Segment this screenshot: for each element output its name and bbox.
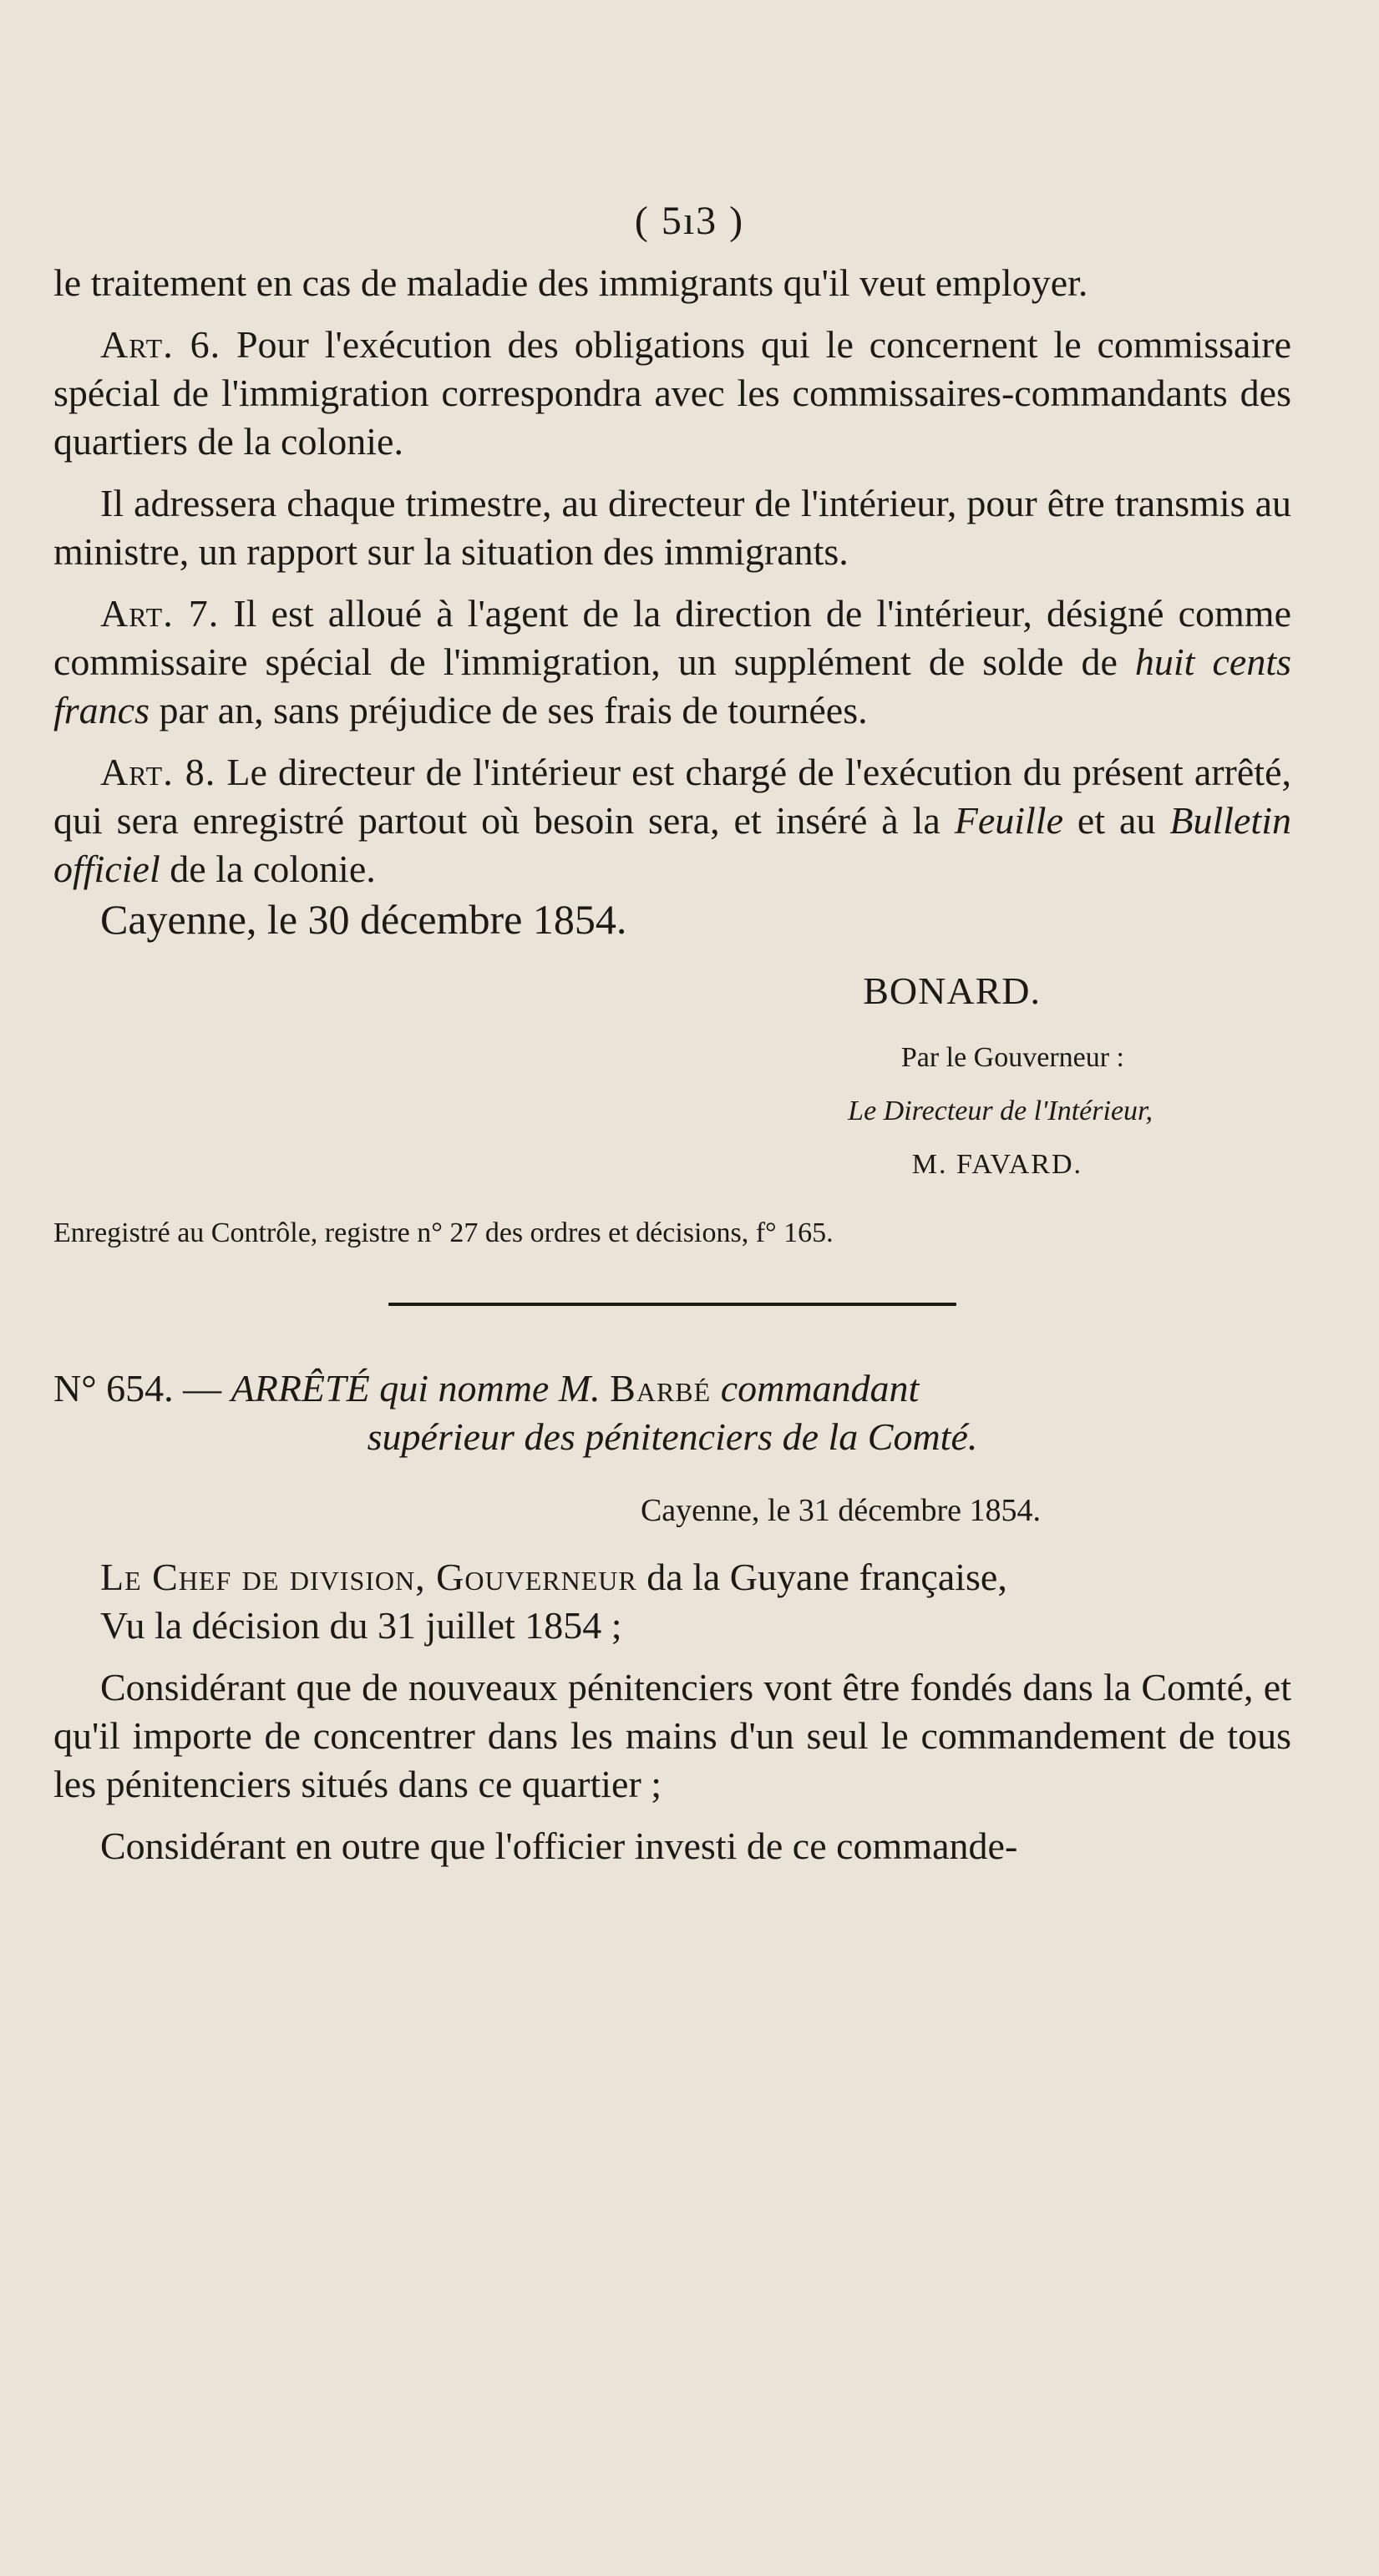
article-text: Le directeur de l'intérieur est chargé de l'exécution du présent arrêté, qui sera enregistré partout où besoin sera, et inséré à la (53, 751, 1291, 842)
article-text: Il est alloué à l'agent de la direction de l'intérieur, désigné comme commissaire spécial de l'immigration, un supplément de solde de (53, 592, 1291, 683)
decree-considerant-1: Considérant que de nouveaux pénitenciers vont être fondés dans la Comté, et qu'il importe de concentrer dans les mains d'un seul le commandement de tous les pénitenciers situés dans ce quartier ; (53, 1666, 1291, 1805)
decree-vu: Vu la décision du 31 juillet 1854 ; (100, 1604, 622, 1647)
issuer-title: Le Chef de division, Gouverneur (100, 1556, 637, 1598)
decree-title-line2: supérieur des pénitenciers de la Comté. (367, 1415, 978, 1458)
decree-name: Barbé (610, 1367, 712, 1409)
decree-considerant-2: Considérant en outre que l'officier investi de ce commande- (100, 1824, 1018, 1867)
article-text: et au (1063, 799, 1170, 842)
place-date: Cayenne, le 30 décembre 1854. (100, 896, 627, 943)
paragraph-continuation: le traitement en cas de maladie des immigrants qu'il veut employer. (53, 261, 1088, 304)
article-text: par an, sans préjudice de ses frais de tournées. (150, 689, 868, 731)
section-divider (388, 1303, 956, 1306)
signature-director-name: M. FAVARD. (911, 1149, 1082, 1180)
decree-issuer (53, 1553, 1291, 1602)
article-7 (53, 590, 1291, 735)
signature-name: BONARD. (863, 969, 1041, 1012)
decree-place-date: Cayenne, le 31 décembre 1854. (640, 1493, 1041, 1528)
article-italic: Feuille (954, 799, 1064, 842)
article-italic: Bulletin officiel (53, 799, 1291, 890)
decree-title: ARRÊTÉ (231, 1367, 370, 1409)
signature-byline: Par le Gouverneur : (900, 1042, 1124, 1073)
decree-title: qui nomme M. (369, 1367, 611, 1409)
paragraph-report: Il adressera chaque trimestre, au directeur de l'intérieur, pour être transmis au ministre, un rapport sur la situation des immigrants. (53, 482, 1291, 573)
registration-note: Enregistré au Contrôle, registre n° 27 des ordres et décisions, f° 165. (53, 1217, 834, 1248)
page-number: ( 5ı3 ) (634, 199, 745, 243)
signature-director: Le Directeur de l'Intérieur, (848, 1096, 1153, 1126)
decree-heading (53, 1364, 1291, 1413)
article-italic: huit cents francs (53, 640, 1291, 731)
article-6 (53, 321, 1291, 466)
text-column (53, 259, 1291, 1870)
article-label: Art. 8. (100, 751, 216, 793)
article-text: de la colonie. (160, 848, 376, 890)
decree-title: commandant (711, 1367, 920, 1409)
article-label: Art. 7. (100, 592, 220, 635)
decree-number: N° 654. (53, 1367, 174, 1409)
article-8 (53, 748, 1291, 893)
decree-dash: — (173, 1367, 231, 1409)
issuer-text: da la Guyane française, (636, 1556, 1007, 1598)
article-label: Art. 6. (100, 323, 221, 366)
article-text: Pour l'exécution des obligations qui le concernent le commissaire spécial de l'immigration correspondra avec les commissaires-commandants des quartiers de la colonie. (53, 323, 1291, 463)
